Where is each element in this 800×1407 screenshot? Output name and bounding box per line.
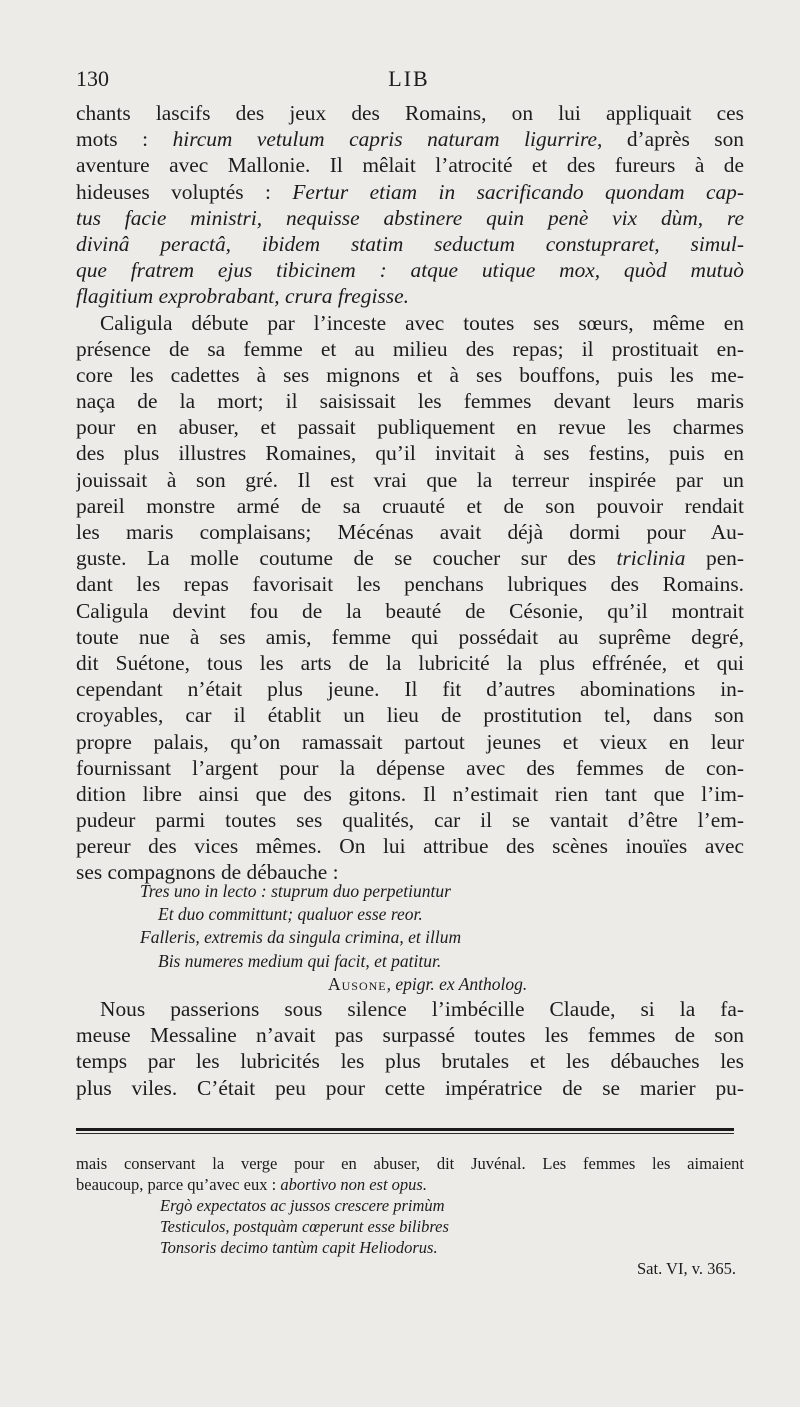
text-line: temps par les lubricités les plus brutales et les débauches les (76, 1049, 744, 1074)
text-line: Caligula débute par l’inceste avec toutes ses sœurs, même en (100, 310, 744, 335)
text-line: propre palais, qu’on ramassait partout jeunes et vieux en leur (76, 729, 744, 754)
text-line: des plus illustres Romaines, qu’il invitait à ses festins, puis en (76, 441, 744, 466)
text-line: cependant n’était plus jeune. Il fit d’autres abominations in- (76, 677, 744, 702)
text-line: dant les repas favorisait les penchans lubriques des Romains. (76, 572, 744, 597)
text-line: mots : hircum vetulum capris naturam ligurrire, d’après son (76, 127, 744, 152)
footnote-rule-thin (76, 1133, 734, 1134)
latin-epigram (140, 880, 527, 996)
verse-line: Tres uno in lecto : stuprum duo perpetiuntur (140, 881, 451, 901)
text-line: ses compagnons de débauche : (76, 860, 339, 885)
text-line: croyables, car il établit un lieu de prostitution tel, dans son (76, 703, 744, 728)
footnote-line: mais conservant la verge pour en abuser, dit Juvénal. Les femmes les aimaient (76, 1154, 744, 1173)
main-text (76, 100, 744, 886)
main-text-continued (76, 996, 744, 1101)
text-line: toute nue à ses amis, femme qui possédait au suprême degré, (76, 624, 744, 649)
running-header (76, 66, 742, 96)
footnote (76, 1153, 744, 1279)
footnote-line: beaucoup, parce qu’avec eux : abortivo non est opus. (76, 1175, 427, 1194)
footnote-verse: Ergò expectatos ac jussos crescere primùm (160, 1196, 445, 1215)
text-line: les maris complaisans; Mécénas avait déjà dormi pour Au- (76, 520, 744, 544)
text-line: naça de la mort; il saisissait les femmes devant leurs maris (76, 389, 744, 414)
verse-source (140, 973, 527, 996)
text-line: meuse Messaline n’avait pas surpassé toutes les femmes de son (76, 1023, 744, 1048)
footnote-verse: Testiculos, postquàm cœperunt esse bilibres (160, 1217, 449, 1236)
text-line: tus facie ministri, nequisse abstinere quin penè vix dùm, re (76, 205, 744, 230)
running-title: LIB (388, 66, 430, 91)
text-line: pudeur parmi toutes ses qualités, car il se vantait d’être l’em- (76, 808, 744, 833)
text-line: Nous passerions sous silence l’imbécille Claude, si la fa- (100, 997, 744, 1021)
page-number: 130 (76, 66, 109, 91)
text-line: aventure avec Mallonie. Il mêlait l’atrocité et des fureurs à de (76, 153, 744, 178)
footnote-reference: Sat. VI, v. 365. (637, 1259, 736, 1278)
text-line: guste. La molle coutume de se coucher sur des triclinia pen- (76, 546, 744, 571)
text-line: chants lascifs des jeux des Romains, on lui appliquait ces (76, 101, 744, 125)
text-line: dit Suétone, tous les arts de la lubricité la plus effrénée, et qui (76, 650, 744, 675)
verse-line: Falleris, extremis da singula crimina, et illum (140, 927, 462, 948)
verse-line: Et duo committunt; qualuor esse reor. (158, 904, 423, 925)
text-line: divinâ peractâ, ibidem statim seductum constupraret, simul- (76, 231, 744, 256)
text-line: core les cadettes à ses mignons et à ses bouffons, puis les me- (76, 362, 744, 387)
footnote-rule (76, 1128, 734, 1131)
verse-line: Bis numeres medium qui facit, et patitur. (158, 950, 442, 971)
text-line: que fratrem ejus tibicinem : atque utique mox, quòd mutuò (76, 258, 744, 283)
text-line: flagitium exprobrabant, crura fregisse. (76, 284, 409, 309)
source-reference: , epigr. ex Antholog. (386, 973, 528, 994)
text-line: pour en abuser, et passait publiquement en revue les charmes (76, 415, 744, 440)
text-line: Caligula devint fou de la beauté de Césonie, qu’il montrait (76, 598, 744, 623)
text-line: présence de sa femme et au milieu des repas; il prostituait en- (76, 336, 744, 361)
text-line: pereur des vices mêmes. On lui attribue des scènes inouïes avec (76, 834, 744, 859)
text-line: hideuses voluptés : Fertur etiam in sacrificando quondam cap- (76, 179, 744, 204)
text-line: plus viles. C’était peu pour cette impératrice de se marier pu- (76, 1075, 744, 1100)
source-author: Ausone (328, 973, 387, 994)
text-line: dition libre ainsi que des gitons. Il n’estimait rien tant que l’im- (76, 781, 744, 806)
text-line: pareil monstre armé de sa cruauté et de son pouvoir rendait (76, 493, 744, 518)
footnote-verse: Tonsoris decimo tantùm capit Heliodorus. (160, 1238, 438, 1257)
text-line: jouissait à son gré. Il est vrai que la terreur inspirée par un (76, 467, 744, 492)
text-line: fournissant l’argent pour la dépense avec des femmes de con- (76, 755, 744, 780)
